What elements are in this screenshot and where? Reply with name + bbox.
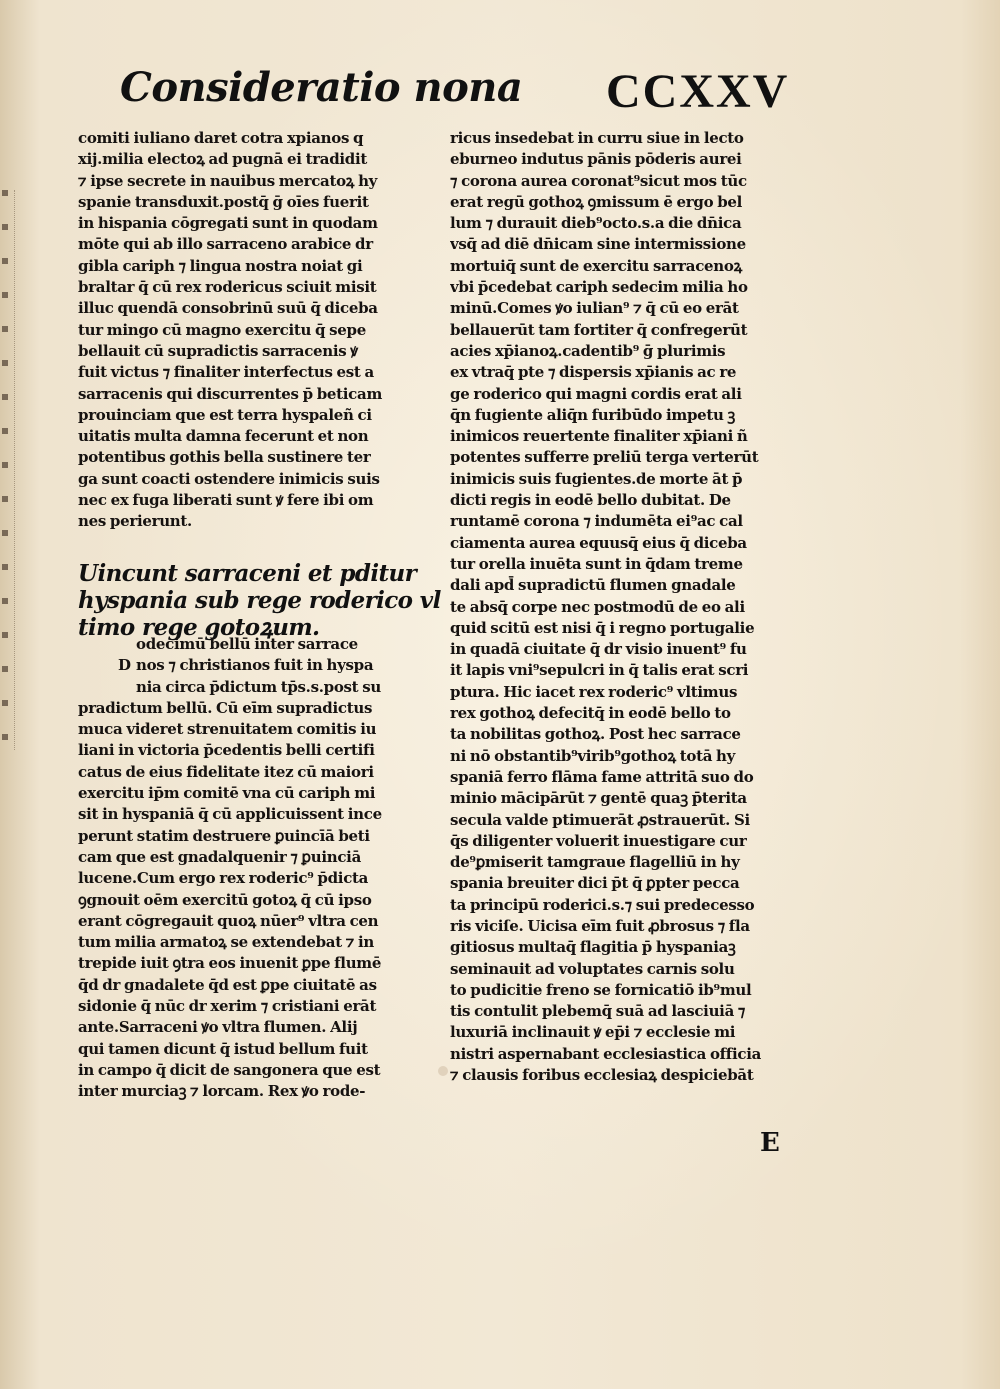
text-line: sarracenis qui discurrentes p̄ beticam <box>78 384 383 403</box>
text-line <box>78 655 424 676</box>
text-line: Uincunt sarraceni et pditur <box>78 560 417 587</box>
text-line: erat regū gothoꝝ ꝯmissum ē ergo bel <box>450 192 743 211</box>
text-line: comiti iuliano daret cotra xpianos q <box>78 129 364 147</box>
binding-margin <box>0 190 15 750</box>
text-line: tur mingo cū magno exercitu q̄ sepe <box>78 320 366 339</box>
text-line: in campo q̄ dicit de sangonera que est <box>78 1060 381 1079</box>
text-line: trepide iuit ꝯtra eos inuenit ꝑpe flumē <box>78 954 382 973</box>
page-title: Consideratio nona <box>120 64 523 111</box>
text-line: exercitu ip̄m comitē vna cū cariph mi <box>78 784 376 803</box>
text-line: minū.Comes ꝟo iulian⁹ ⁊ q̄ cū eo erāt <box>450 299 739 318</box>
text-line: nec ex fuga liberati sunt ꝟ fere ibi om <box>78 491 374 510</box>
text-line: spania breuiter dici p̄t q̄ ꝑpter pecca <box>450 874 740 893</box>
signature-mark: E <box>760 1128 780 1158</box>
text-line: braltar q̄ cū rex rodericus sciuit misit <box>78 278 377 297</box>
text-line: tum milia armatoꝝ se extendebat ⁊ in <box>78 933 374 952</box>
text-line: de⁹ꝑmiserit tamgraue flagelliū in hy <box>450 853 740 872</box>
text-line: tis contulit plebemq̄ suā ad lasciuiā ⁊ <box>450 1002 746 1021</box>
text-line: dali apd̄ supradictū flumen gnadale <box>450 576 736 595</box>
text-line: ricus insedebat in curru siue in lecto <box>450 129 744 147</box>
text-line: nistri aspernabant ecclesiastica officia <box>450 1044 762 1063</box>
text-line: cam que est gnadalquenir ⁊ ꝑuinciā <box>78 847 361 866</box>
text-line: perunt statim destruere ꝑuincīā beti <box>78 826 370 845</box>
text-line: bellauit cū supradictis sarracenis ꝟ <box>78 341 358 360</box>
text-line: eburneo indutus pānis pōderis aurei <box>450 150 742 169</box>
text-line: q̄n fugiente aliq̄n furibūdo impetu ꝫ <box>450 405 735 424</box>
text-line: q̄s diligenter voluerit inuestigare cur <box>450 831 747 850</box>
text-line: q̄d dr gnadalete q̄d est ꝑpe ciuitatē as <box>78 975 377 994</box>
text-line: sidonie q̄ nūc dr xerim ⁊ cristiani erāt <box>78 997 377 1016</box>
folio-number: CCXXV <box>606 65 790 118</box>
text-line: lum ⁊ durauit dieb⁹octo.s.a die dn̄ica <box>450 214 742 233</box>
text-line: hyspania sub rege roderico vl <box>78 587 441 614</box>
text-line: dicti regis in eodē bello dubitat. De <box>450 491 731 510</box>
text-line: in quadā ciuitate q̄ dr visio inuent⁹ fu <box>450 640 747 659</box>
left-column-bottom <box>78 634 424 1103</box>
text-line: ta nobilitas gothoꝝ. Post hec sarrace <box>450 725 741 744</box>
text-line: potentibus gothis bella sustinere ter <box>78 448 371 467</box>
text-line: catus de eius fidelitate itez cū maiori <box>78 762 374 781</box>
right-column <box>450 128 794 1086</box>
text-line: nia circa p̄dictum tp̄s.s.post su <box>136 677 381 696</box>
text-line: ni nō obstantib⁹virib⁹gothoꝝ totā hy <box>450 746 736 765</box>
text-line: secula valde ptimuerāt ꝓstrauerūt. Si <box>450 810 750 829</box>
text-line: illuc quendā consobrinū suū q̄ diceba <box>78 299 378 318</box>
text-line: fuit victus ⁊ finaliter interfectus est a <box>78 363 374 382</box>
text-line: inimicis suis fugientes.de morte āt p̄ <box>450 469 743 488</box>
text-line: ptura. Hic iacet rex roderic⁹ vltimus <box>450 682 738 701</box>
text-line: liani in victoria p̄cedentis belli certifi <box>78 741 375 760</box>
left-column-top <box>78 128 424 533</box>
text-line: in hispania cōgregati sunt in quodam <box>78 214 378 233</box>
text-line: muca videret strenuitatem comitis iu <box>78 720 377 739</box>
text-line: seminauit ad voluptates carnis solu <box>450 959 735 978</box>
text-line: inimicos reuertente finaliter xp̄iani ñ <box>450 427 748 446</box>
text-line: timo rege gotoꝝum. <box>78 614 320 641</box>
text-line: xij.milia electoꝝ ad pugnā ei tradidit <box>78 150 368 169</box>
stain <box>438 1066 448 1076</box>
text-line: nes perierunt. <box>78 512 192 531</box>
text-line: ga sunt coacti ostendere inimicis suis <box>78 469 380 488</box>
text-line: qui tamen dicunt q̄ istud bellum fuit <box>78 1039 368 1058</box>
text-line: spaniā ferro flāma fame attritā suo do <box>450 767 754 786</box>
text-line: lucene.Cum ergo rex roderic⁹ p̄dicta <box>78 869 369 888</box>
text-line: potentes sufferre preliū terga verterūt <box>450 448 759 467</box>
text-line: acies xp̄ianoꝝ.cadentib⁹ ḡ plurimis <box>450 341 726 360</box>
text-line: ex vtraq̄ pte ⁊ dispersis xp̄ianis ac re <box>450 363 737 382</box>
text-line: ⁊ corona aurea coronat⁹sicut mos tūc <box>450 171 747 190</box>
text-line: vbi p̄cedebat cariph sedecim milia ho <box>450 278 748 297</box>
text-line: uitatis multa damna fecerunt et non <box>78 427 369 446</box>
text-line: tur orella inuēta sunt in q̄dam treme <box>450 554 743 573</box>
text-line: minio mācipārūt ⁊ gentē quaꝫ p̄terita <box>450 789 747 808</box>
text-line: bellauerūt tam fortiter q̄ confregerūt <box>450 320 748 339</box>
text-line-content: nos ⁊ christianos fuit in hyspa <box>136 656 374 675</box>
text-line: prouinciam que est terra hyspaleñ ci <box>78 405 372 424</box>
text-line: pradictum bellū. Cū eīm supradictus <box>78 698 373 717</box>
text-line: erant cōgregauit quoꝝ nūer⁹ vltra cen <box>78 911 379 930</box>
text-line: quid scitū est nisi q̄ i regno portugalie <box>450 618 755 637</box>
text-line: to pudicitie freno se fornicatiō ib⁹mul <box>450 980 752 999</box>
text-line: odecimū bellū inter sarrace <box>136 635 358 653</box>
text-line: vsq̄ ad diē dn̄icam sine intermissione <box>450 235 746 254</box>
text-line: sit in hyspaniā q̄ cū applicuissent ince <box>78 805 382 824</box>
text-line: ⁊ clausis foribus ecclesiaꝝ despiciebāt <box>450 1066 754 1085</box>
text-line: luxuriā inclinauit ꝟ ep̄i ⁊ ecclesie mi <box>450 1023 736 1042</box>
text-line: runtamē corona ⁊ indumēta ei⁹ac cal <box>450 512 743 531</box>
text-line: ꝯgnouit oēm exercitū gotoꝝ q̄ cū ipso <box>78 890 372 909</box>
text-line: gibla cariph ⁊ lingua nostra noiat gi <box>78 256 363 275</box>
text-line: ⁊ ipse secrete in nauibus mercatoꝝ hy <box>78 171 378 190</box>
section-heading <box>78 560 441 641</box>
drop-initial: D <box>118 656 131 675</box>
text-line: ge roderico qui magni cordis erat ali <box>450 384 742 403</box>
text-line: mortuiq̄ sunt de exercitu sarracenoꝝ <box>450 256 742 275</box>
text-line: spanie transduxit.postq̄ ḡ oīes fuerit <box>78 192 369 211</box>
text-line: te absq̄ corpe nec postmodū de eo ali <box>450 597 745 616</box>
text-line: mōte qui ab illo sarraceno arabice dr <box>78 235 373 254</box>
text-line: gitiosus multaq̄ flagitia p̄ hyspaniaꝫ <box>450 938 736 957</box>
text-line: ta principū roderici.s.⁊ sui predecesso <box>450 895 755 914</box>
text-line: it lapis vni⁹sepulcri in q̄ talis erat scri <box>450 661 749 680</box>
text-line: inter murciaꝫ ⁊ lorcam. Rex ꝟo rode- <box>78 1082 366 1101</box>
text-line: ciamenta aurea equusq̄ eius q̄ diceba <box>450 533 747 552</box>
text-line: rex gothoꝝ defecitq̄ in eodē bello to <box>450 704 731 723</box>
text-line: ante.Sarraceni ꝟo vltra flumen. Alij <box>78 1018 358 1037</box>
text-line: ris viciſe. Uicisa eīm fuit ꝓbrosus ⁊ fla <box>450 916 750 935</box>
